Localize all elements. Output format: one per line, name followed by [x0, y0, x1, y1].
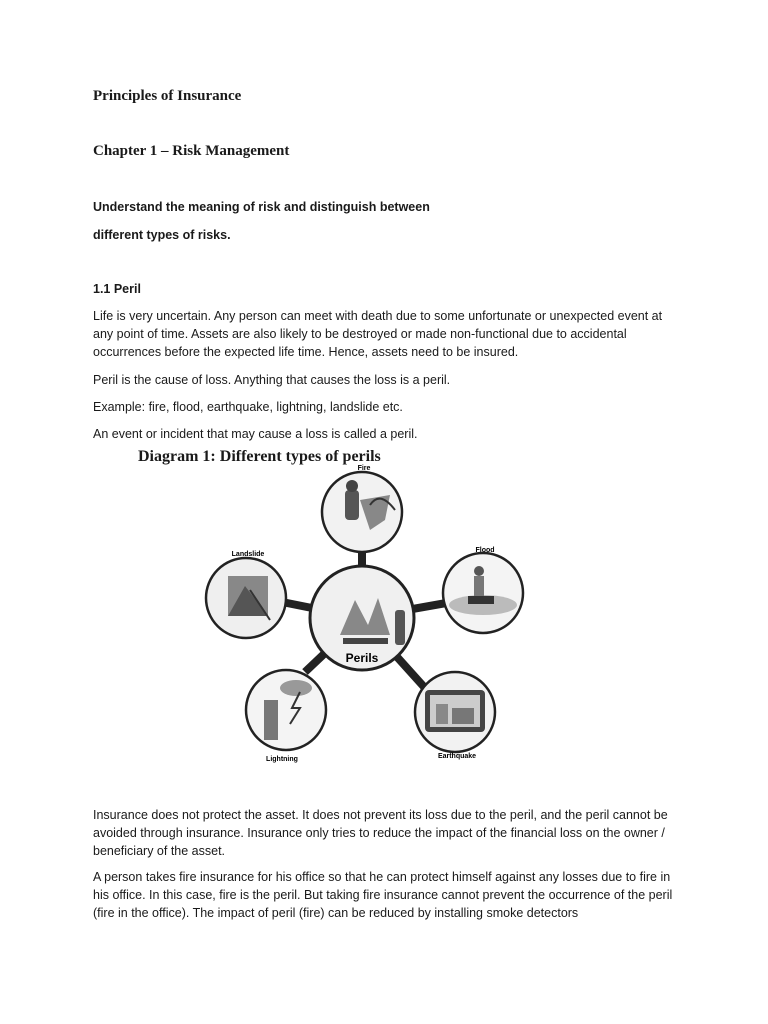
paragraph-text: Life is very uncertain. Any person can meet with death due to some unfortunate or unexpected event at any point of time. Assets are also likely to be destroyed or made non-functional due to accidental occurrences before the expected life time. Hence, assets need to be insured. — [93, 309, 663, 359]
chapter-heading: Chapter 1 – Risk Management — [93, 143, 290, 159]
lightning-node — [246, 670, 326, 750]
paragraph-text: A person takes fire insurance for his office so that he can protect himself against any losses due to fire in his office. In this case, fire is the peril. But taking fire insurance cannot prevent the occurrence of the peril (fire in the office). The impact of peril (fire) can be reduced by installing smoke detectors — [93, 870, 673, 920]
paragraph-fire-example — [93, 868, 683, 922]
diagram-title: Diagram 1: Different types of perils — [138, 448, 381, 465]
fire-node — [322, 472, 402, 552]
landslide-node — [206, 558, 286, 638]
extinguisher-icon — [395, 610, 405, 645]
fire-label: Fire — [357, 465, 371, 472]
earthquake-label: Earthquake — [437, 753, 477, 760]
building-icon — [264, 700, 278, 740]
objective-line-1: Understand the meaning of risk and distinguish between — [93, 200, 430, 214]
flood-label: Flood — [475, 547, 495, 554]
objective-line-2: different types of risks. — [93, 228, 231, 242]
collapsed-building-icon — [436, 704, 448, 724]
paragraph-text: Peril is the cause of loss. Anything that causes the loss is a peril. — [93, 373, 451, 387]
paragraph-text: Insurance does not protect the asset. It does not prevent its loss due to the peril, and the peril cannot be avoided through insurance. Insurance only tries to reduce the impact of the financial loss on the owner / beneficiary of the asset. — [93, 808, 668, 858]
center-label: Perils — [345, 651, 379, 665]
section-heading: 1.1 Peril — [93, 282, 141, 296]
paragraph-insurance-protection — [93, 806, 683, 860]
document-title: Principles of Insurance — [93, 88, 242, 104]
firefighter-icon — [345, 490, 359, 520]
paragraph-text: Example: fire, flood, earthquake, lightning, landslide etc. — [93, 400, 403, 414]
paragraph-text: An event or incident that may cause a loss is called a peril. — [93, 427, 418, 441]
landslide-label: Landslide — [231, 551, 265, 558]
lightning-label: Lightning — [266, 756, 298, 763]
cloud-icon — [280, 680, 312, 696]
flood-node — [443, 553, 523, 633]
earthquake-node — [415, 672, 495, 752]
